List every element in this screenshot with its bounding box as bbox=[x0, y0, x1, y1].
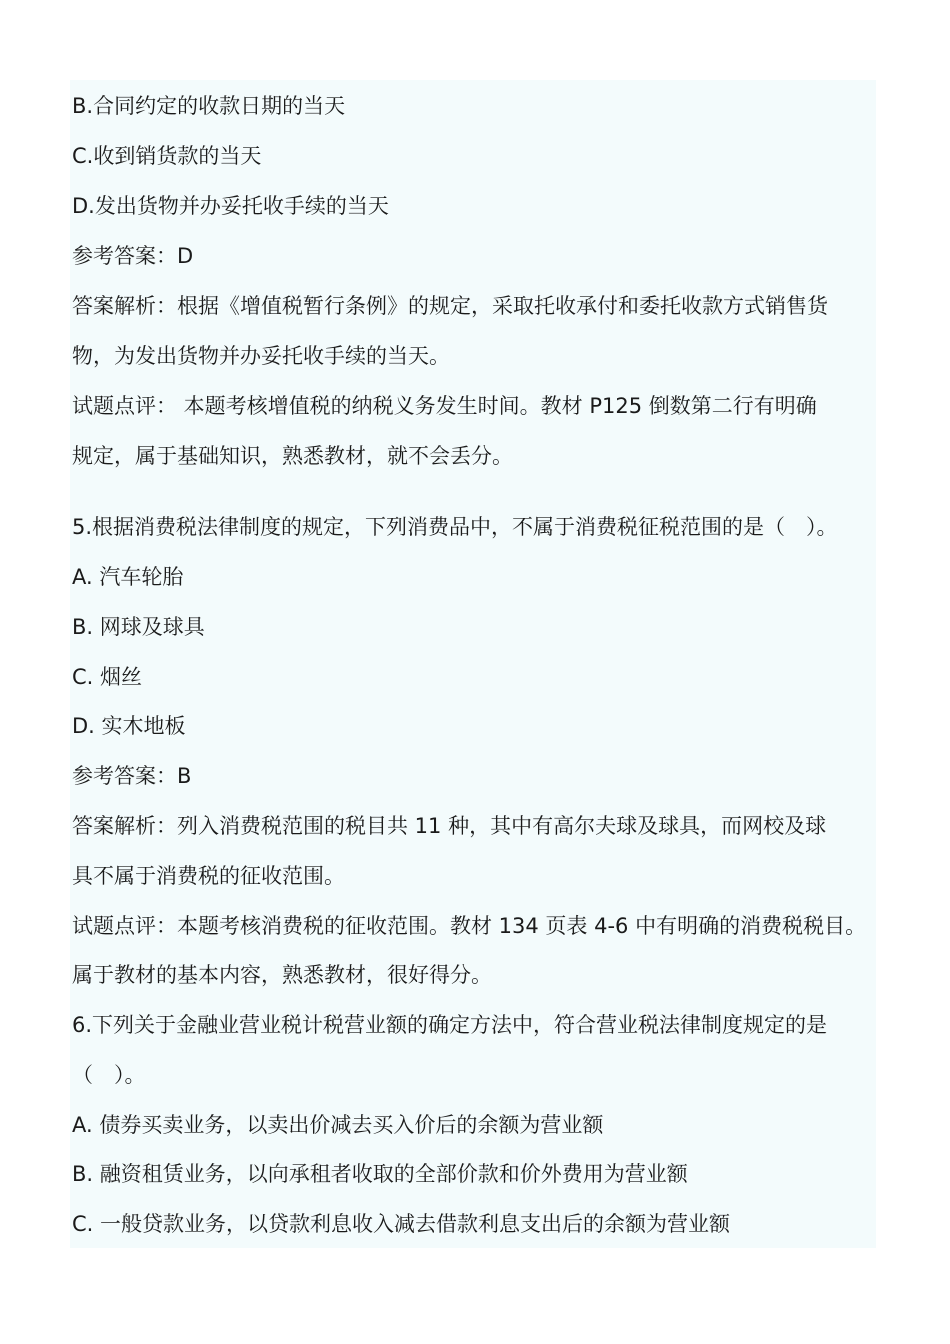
option-c-q6: C. 一般贷款业务，以贷款利息收入减去借款利息支出后的余额为营业额 bbox=[72, 1212, 731, 1236]
question-6-line2: （ ）。 bbox=[72, 1063, 146, 1087]
analysis-q5-line2: 具不属于消费税的征收范围。 bbox=[72, 864, 345, 888]
option-b-q5: B. 网球及球具 bbox=[72, 615, 205, 639]
analysis-q5-line1: 答案解析：列入消费税范围的税目共 11 种，其中有高尔夫球及球具，而网校及球 bbox=[72, 814, 827, 838]
answer-q4: 参考答案：D bbox=[72, 244, 194, 268]
option-c-q5: C. 烟丝 bbox=[72, 665, 143, 689]
question-6-line1: 6.下列关于金融业营业税计税营业额的确定方法中，符合营业税法律制度规定的是 bbox=[72, 1013, 828, 1037]
question-5: 5.根据消费税法律制度的规定，下列消费品中，不属于消费税征税范围的是（ ）。 bbox=[72, 515, 838, 539]
comment-q4-line1: 试题点评： 本题考核增值税的纳税义务发生时间。教材 P125 倒数第二行有明确 bbox=[72, 394, 817, 418]
option-a-q5: A. 汽车轮胎 bbox=[72, 565, 184, 589]
comment-q4-line2: 规定，属于基础知识，熟悉教材，就不会丢分。 bbox=[72, 444, 513, 468]
option-b-q6: B. 融资租赁业务，以向承租者收取的全部价款和价外费用为营业额 bbox=[72, 1162, 688, 1186]
option-b-q4: B.合同约定的收款日期的当天 bbox=[72, 94, 346, 118]
analysis-q4-line2: 物，为发出货物并办妥托收手续的当天。 bbox=[72, 344, 450, 368]
comment-q5-line2: 属于教材的基本内容，熟悉教材，很好得分。 bbox=[72, 963, 492, 987]
option-d-q5: D. 实木地板 bbox=[72, 714, 186, 738]
option-c-q4: C.收到销货款的当天 bbox=[72, 144, 262, 168]
analysis-q4-line1: 答案解析：根据《增值税暂行条例》的规定，采取托收承付和委托收款方式销售货 bbox=[72, 294, 828, 318]
option-d-q4: D.发出货物并办妥托收手续的当天 bbox=[72, 194, 389, 218]
option-a-q6: A. 债券买卖业务，以卖出价减去买入价后的余额为营业额 bbox=[72, 1113, 604, 1137]
answer-q5: 参考答案：B bbox=[72, 764, 192, 788]
comment-q5-line1: 试题点评：本题考核消费税的征收范围。教材 134 页表 4-6 中有明确的消费税税目。 bbox=[72, 914, 867, 938]
